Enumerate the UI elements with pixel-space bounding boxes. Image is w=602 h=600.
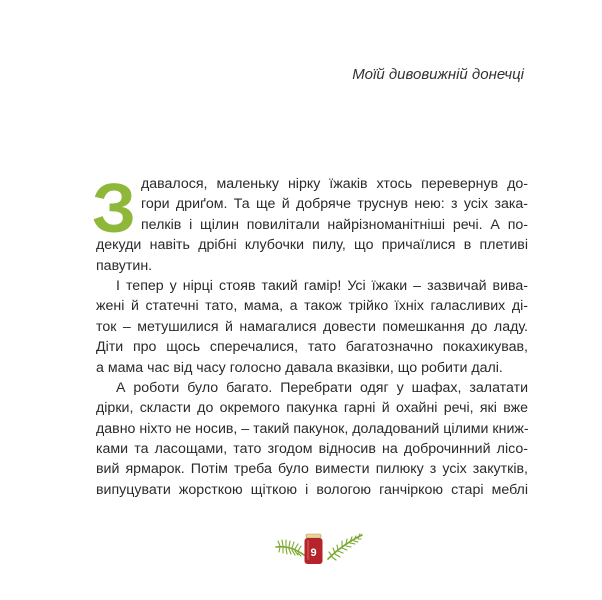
text-line: давно ніхто не носив, – такий пакунок, доладований цілими книж- — [96, 420, 529, 437]
text-line: ками та ласощами, тато згодом відносив на доброчинний лісо- — [96, 441, 528, 458]
text-line: дірки, скласти до окремого пакунка гарні й охайні речі, які вже — [96, 400, 528, 417]
text-line: пелків і щілин повилітали найрізноманітніші речі. А по- — [141, 216, 528, 233]
dedication: Моїй дивовижній донечці — [352, 66, 524, 83]
text-line: декуди навіть дрібні клубочки пилу, що причаїлися в плетиві — [96, 237, 528, 254]
text-line: гори дриґом. Та ще й добряче труснув нею: з усіх зака- — [141, 196, 528, 213]
text-line: жені й статечні тато, мама, а також трійко їхніх галасливих ді- — [96, 298, 528, 315]
pine-twig-icon — [276, 540, 304, 556]
text-line: а мама час від часу голосно давала вказівки, що робити далі. — [96, 359, 503, 376]
text-line: вий ярмарок. Потім треба було вимести пилюку з усіх закутків, — [96, 461, 528, 478]
page-number: 9 — [310, 547, 317, 559]
pine-twig-icon — [328, 534, 362, 560]
text-line: ток – метушилися й намагалися довести помешкання до ладу. — [96, 318, 528, 335]
drop-cap: З — [92, 169, 136, 247]
text-line: А роботи було багато. Перебрати одяг у шафах, залатати — [116, 379, 528, 396]
text-line: Діти про щось сперечалися, тато багатозначно покахикував, — [96, 339, 528, 356]
text-line: павутин. — [96, 257, 153, 274]
body-text — [92, 169, 529, 500]
page-folio — [274, 527, 370, 567]
text-line: давалося, маленьку нірку їжаків хтось перевернув до- — [141, 176, 528, 192]
text-line: випуцувати жорсткою щіткою і вологою ганчіркою старі меблі — [96, 481, 528, 498]
text-line: І тепер у нірці стояв такий гамір! Усі їжаки – зазвичай вива- — [116, 277, 528, 294]
